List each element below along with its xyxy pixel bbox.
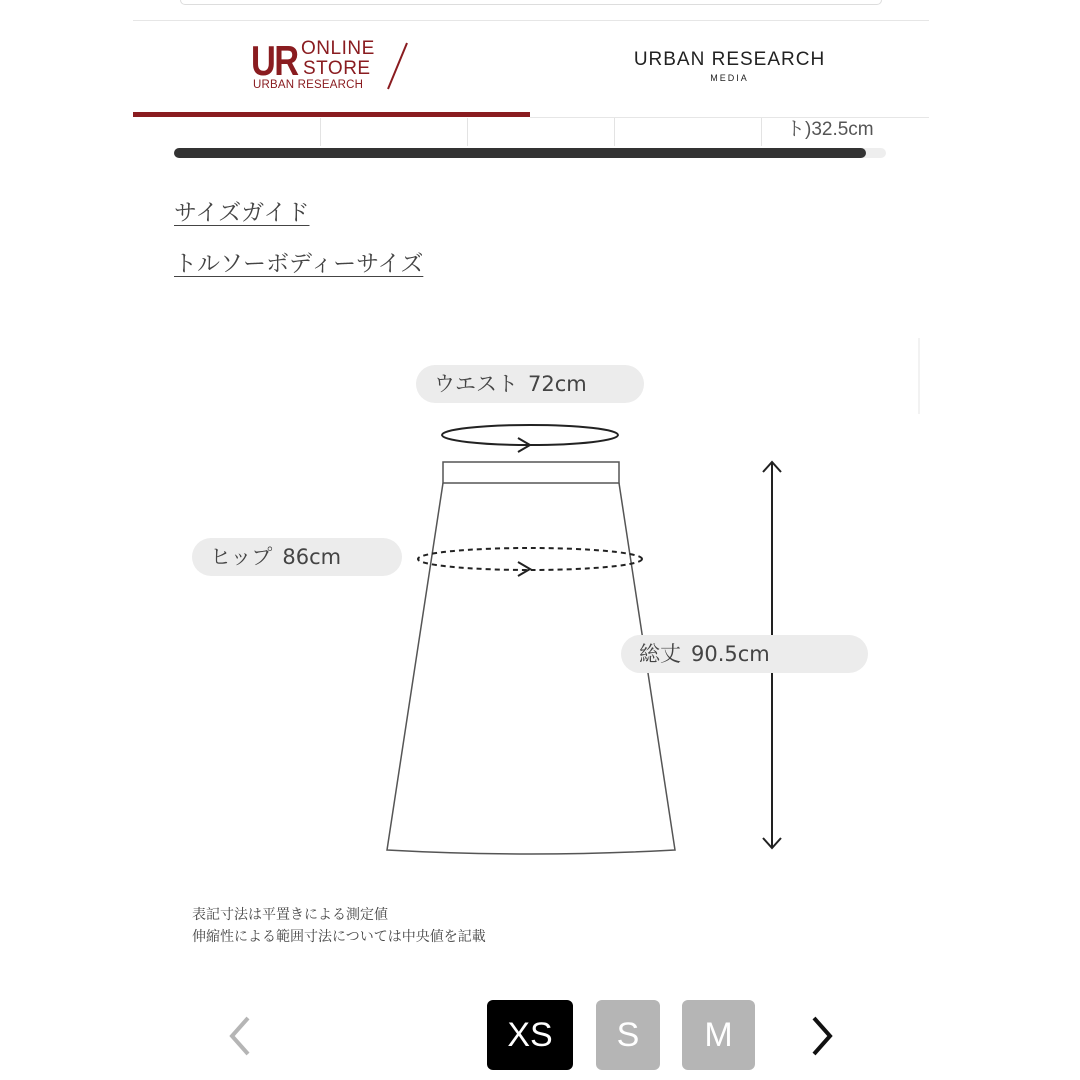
length-measurement-label: [621, 635, 868, 673]
hip-circumference-icon: [418, 548, 642, 576]
note-line: 伸縮性による範囲寸法については中央値を記載: [192, 929, 486, 945]
ur-logo-subtitle: URBAN RESEARCH: [253, 79, 364, 91]
hip-label: ヒップ: [210, 545, 273, 569]
hip-value: 86cm: [282, 545, 342, 569]
note-line: 表記寸法は平置きによる測定値: [192, 907, 388, 923]
torso-body-size-link[interactable]: トルソーボディーサイズ: [174, 251, 424, 277]
ur-logo-online: ONLINE: [301, 38, 375, 59]
waist-circumference-icon: [442, 425, 618, 452]
size-button-m[interactable]: M: [682, 1000, 755, 1070]
ur-logo-mark: UR: [251, 37, 298, 84]
length-value: 90.5cm: [691, 642, 770, 666]
size-button-xs[interactable]: XS: [487, 1000, 573, 1070]
waist-label: ウエスト: [434, 372, 518, 396]
size-guide-link[interactable]: サイズガイド: [174, 200, 310, 226]
measurement-notes: [192, 904, 486, 948]
media-logo-subtitle: MEDIA: [710, 73, 749, 83]
chevron-right-icon[interactable]: [802, 1012, 842, 1060]
waist-measurement-label: [416, 365, 644, 403]
waist-value: 72cm: [528, 372, 587, 396]
size-button-s[interactable]: S: [596, 1000, 660, 1070]
ur-logo-store: STORE: [303, 58, 371, 79]
table-cell-text: ト)32.5cm: [786, 119, 874, 140]
length-label: 総丈: [639, 642, 681, 666]
skirt-waistband: [443, 462, 619, 483]
chevron-left-icon[interactable]: [220, 1012, 260, 1060]
media-logo-name: URBAN RESEARCH: [633, 49, 826, 70]
hip-measurement-label: [192, 538, 402, 576]
